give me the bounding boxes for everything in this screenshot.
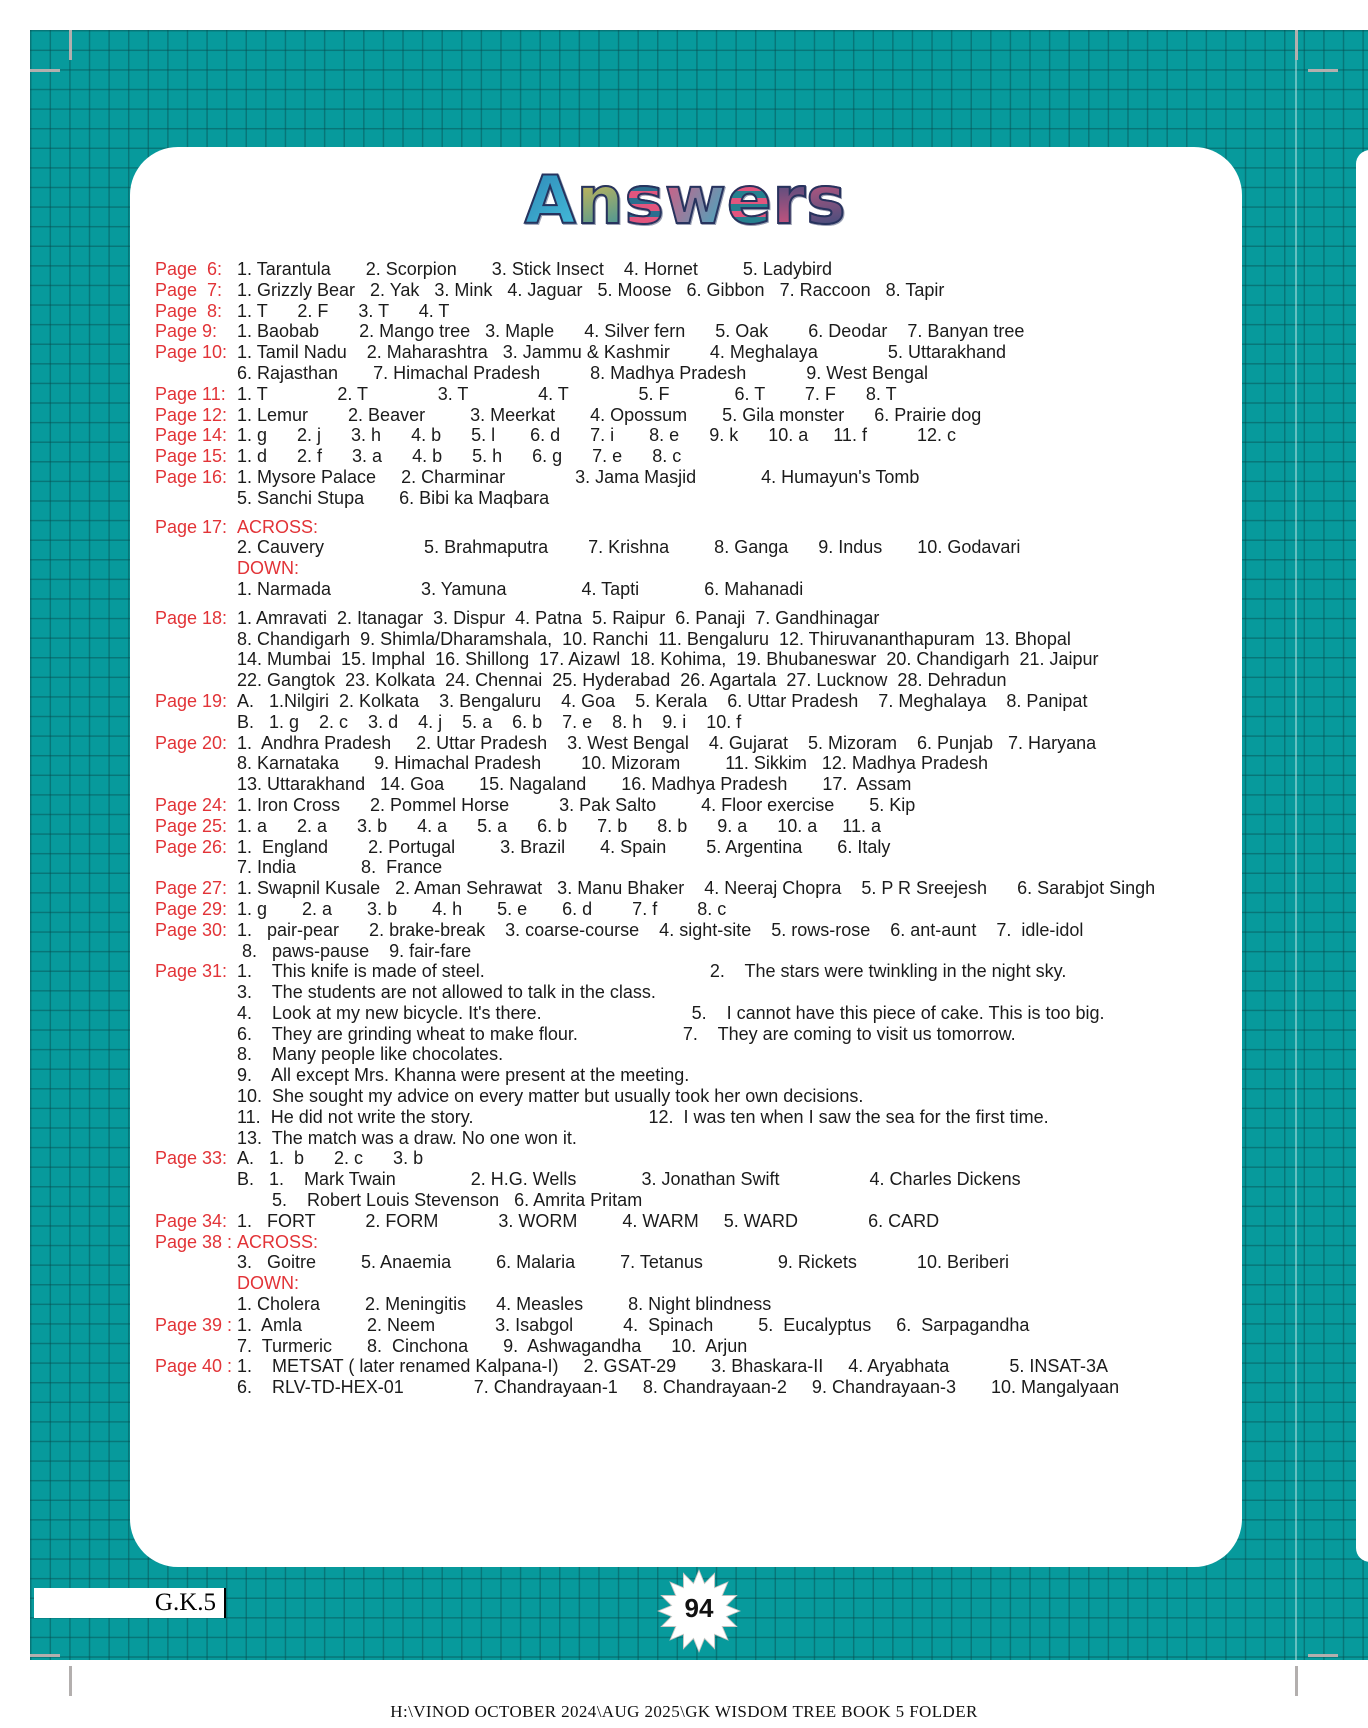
answer-line: 4. Look at my new bicycle. It's there. 5. I cannot have this piece of cake. This is too big. — [237, 1002, 1105, 1023]
page-label: Page 29: — [155, 898, 228, 919]
answer-line: 1. a 2. a 3. b 4. a 5. a 6. b 7. b 8. b 9. a 10. a 11. a — [237, 815, 882, 836]
page-number-burst — [656, 1568, 742, 1654]
answer-line: 2. Cauvery 5. Brahmaputra 7. Krishna 8. Ganga 9. Indus 10. Godavari — [237, 537, 1021, 558]
answer-row — [155, 425, 1216, 446]
answer-line: 8. Chandigarh 9. Shimla/Dharamshala, 10. Ranchi 11. Bengaluru 12. Thiruvananthapuram 13. Bhopal — [237, 628, 1071, 649]
answer-row — [155, 405, 1216, 426]
answer-row — [155, 795, 1216, 816]
answer-line: 14. Mumbai 15. Imphal 16. Shillong 17. Aizawl 18. Kohima, 19. Bhubaneswar 20. Chandigarh 21. Jaipur — [237, 649, 1099, 670]
crop-mark-bottom-left-h — [30, 1654, 60, 1657]
answer-line: 3. Goitre 5. Anaemia 6. Malaria 7. Tetanus 9. Rickets 10. Beriberi — [237, 1252, 1009, 1273]
answer-row — [155, 342, 1216, 384]
answer-line: 1. g 2. j 3. h 4. b 5. l 6. d 7. i 8. e 9. k 10. a 11. f 12. c — [237, 425, 956, 446]
answer-line: 1. d 2. f 3. a 4. b 5. h 6. g 7. e 8. c — [237, 446, 682, 467]
answer-row-content — [237, 733, 1216, 795]
answer-line: B. 1. Mark Twain 2. H.G. Wells 3. Jonathan Swift 4. Charles Dickens — [237, 1169, 1021, 1190]
answer-row-content — [237, 920, 1216, 962]
page-label: Page 16: — [155, 466, 228, 487]
section-heading: DOWN: — [237, 558, 299, 579]
page-fold-line — [1295, 30, 1297, 1660]
answer-row-content — [237, 517, 1216, 600]
page-label: Page 33: — [155, 1148, 228, 1169]
page-label: Page 12: — [155, 404, 228, 425]
answer-line: A. 1.Nilgiri 2. Kolkata 3. Bengaluru 4. Goa 5. Kerala 6. Uttar Pradesh 7. Meghalaya 8. Panipat — [237, 690, 1088, 711]
answer-line: A. 1. b 2. c 3. b — [237, 1148, 424, 1169]
title-letter: n — [576, 162, 625, 239]
answer-row — [155, 961, 1216, 1148]
page-label: Page 25: — [155, 815, 228, 836]
page-label: Page 20: — [155, 732, 228, 753]
answer-row — [155, 1232, 1216, 1315]
answer-row — [155, 608, 1216, 691]
answer-row — [155, 1211, 1216, 1232]
answer-row — [155, 1356, 1216, 1398]
answer-line: 1. Narmada 3. Yamuna 4. Tapti 6. Mahanadi — [237, 578, 804, 599]
answers-list — [155, 259, 1216, 1398]
answer-row — [155, 878, 1216, 899]
answer-row-content — [237, 878, 1216, 899]
page-label: Page 24: — [155, 794, 228, 815]
answer-line: 1. Grizzly Bear 2. Yak 3. Mink 4. Jaguar 5. Moose 6. Gibbon 7. Raccoon 8. Tapir — [237, 279, 945, 300]
answer-row — [155, 467, 1216, 509]
answer-row — [155, 837, 1216, 879]
answer-row — [155, 517, 1216, 600]
page-label: Page 14: — [155, 425, 228, 446]
page-label: Page 8: — [155, 300, 223, 321]
answer-row — [155, 446, 1216, 467]
answer-line: 5. Robert Louis Stevenson 6. Amrita Pritam — [237, 1190, 643, 1211]
title-letter: w — [664, 162, 727, 239]
answer-line: 1. Andhra Pradesh 2. Uttar Pradesh 3. West Bengal 4. Gujarat 5. Mizoram 6. Punjab 7. Haryana — [237, 732, 1097, 753]
answer-row-content — [237, 816, 1216, 837]
answer-line: 1. METSAT ( later renamed Kalpana-I) 2. GSAT-29 3. Bhaskara-II 4. Aryabhata 5. INSAT-3A — [237, 1356, 1109, 1377]
answer-row-content — [237, 259, 1216, 280]
answer-row-content — [237, 280, 1216, 301]
page-label: Page 31: — [155, 961, 228, 982]
section-heading: DOWN: — [237, 1273, 299, 1294]
page-title — [155, 162, 1216, 243]
answer-row-content — [237, 795, 1216, 816]
answer-row-content — [237, 837, 1216, 879]
answer-row — [155, 321, 1216, 342]
crop-mark-bottom-right-v — [1295, 1666, 1298, 1696]
answer-row-content — [237, 467, 1216, 509]
answer-line: 1. Iron Cross 2. Pommel Horse 3. Pak Salto 4. Floor exercise 5. Kip — [237, 794, 916, 815]
crop-mark-bottom-left-v — [69, 1666, 72, 1696]
answer-line: 1. T 2. T 3. T 4. T 5. F 6. T 7. F 8. T — [237, 383, 897, 404]
answer-line: B. 1. g 2. c 3. d 4. j 5. a 6. b 7. e 8. h 9. i 10. f — [237, 711, 742, 732]
answer-row — [155, 733, 1216, 795]
answer-line: 8. paws-pause 9. fair-fare — [237, 940, 472, 961]
answer-line: 8. Many people like chocolates. — [237, 1044, 504, 1065]
title-letter: r — [772, 162, 807, 239]
crop-mark-top-left-v — [69, 30, 72, 60]
page-label: Page 6: — [155, 259, 223, 279]
page-label: Page 15: — [155, 446, 228, 467]
page-label: Page 11: — [155, 383, 226, 404]
book-label-box — [34, 1588, 226, 1618]
answer-line: 1. FORT 2. FORM 3. WORM 4. WARM 5. WARD 6. CARD — [237, 1210, 940, 1231]
answer-line: 1. pair-pear 2. brake-break 3. coarse-course 4. sight-site 5. rows-rose 6. ant-aunt 7. idle-idol — [237, 919, 1084, 940]
answer-line: 6. RLV-TD-HEX-01 7. Chandrayaan-1 8. Chandrayaan-2 9. Chandrayaan-3 10. Mangalyaan — [237, 1377, 1120, 1398]
answer-row — [155, 920, 1216, 962]
title-letter: A — [524, 162, 577, 239]
answer-row-content — [237, 301, 1216, 322]
answer-line: 1. g 2. a 3. b 4. h 5. e 6. d 7. f 8. c — [237, 898, 727, 919]
page-label: Page 39 : — [155, 1314, 233, 1335]
footer-file-path: H:\VINOD OCTOBER 2024\AUG 2025\GK WISDOM TREE BOOK 5 FOLDER — [390, 1702, 978, 1721]
answer-row-content — [237, 446, 1216, 467]
answer-row-content — [237, 691, 1216, 733]
answer-line: 6. Rajasthan 7. Himachal Pradesh 8. Madhya Pradesh 9. West Bengal — [237, 362, 929, 383]
answer-row-content — [237, 1315, 1216, 1357]
answer-row — [155, 816, 1216, 837]
answer-row-content — [237, 1148, 1216, 1210]
answer-row — [155, 259, 1216, 280]
answer-row — [155, 301, 1216, 322]
crop-mark-bottom-right-h — [1308, 1654, 1338, 1657]
answer-line: 1. Amravati 2. Itanagar 3. Dispur 4. Patna 5. Raipur 6. Panaji 7. Gandhinagar — [237, 607, 880, 628]
answer-row-content — [237, 384, 1216, 405]
answer-row-content — [237, 899, 1216, 920]
answer-row-content — [237, 961, 1216, 1148]
answer-line: 1. Baobab 2. Mango tree 3. Maple 4. Silver fern 5. Oak 6. Deodar 7. Banyan tree — [237, 321, 1025, 342]
page-label: Page 38 : — [155, 1231, 233, 1252]
answer-row — [155, 1148, 1216, 1210]
answer-line: 5. Sanchi Stupa 6. Bibi ka Maqbara — [237, 487, 550, 508]
answer-line: 6. They are grinding wheat to make flour. 7. They are coming to visit us tomorrow. — [237, 1023, 1016, 1044]
answer-line: 13. The match was a draw. No one won it. — [237, 1127, 577, 1148]
answer-line: 9. All except Mrs. Khanna were present at the meeting. — [237, 1065, 690, 1086]
answer-line: 22. Gangtok 23. Kolkata 24. Chennai 25. Hyderabad 26. Agartala 27. Lucknow 28. Dehradun — [237, 670, 1007, 691]
page-label: Page 9: — [155, 321, 218, 342]
answer-line: 1. Mysore Palace 2. Charminar 3. Jama Masjid 4. Humayun's Tomb — [237, 466, 920, 487]
page-label: Page 17: — [155, 516, 228, 537]
answer-row-content — [237, 342, 1216, 384]
page-label: Page 18: — [155, 607, 228, 628]
answer-line: 1. Tamil Nadu 2. Maharashtra 3. Jammu & Kashmir 4. Meghalaya 5. Uttarakhand — [237, 342, 1006, 363]
answer-line: 3. The students are not allowed to talk in the class. — [237, 982, 656, 1003]
answer-row — [155, 280, 1216, 301]
page-label: Page 30: — [155, 919, 228, 940]
answer-row-content — [237, 608, 1216, 691]
answer-line: 1. This knife is made of steel. 2. The stars were twinkling in the night sky. — [237, 961, 1067, 982]
answer-line: 1. Tarantula 2. Scorpion 3. Stick Insect 4. Hornet 5. Ladybird — [237, 259, 832, 279]
answers-card — [130, 147, 1242, 1567]
answer-line: 1. T 2. F 3. T 4. T — [237, 300, 450, 321]
answer-row — [155, 899, 1216, 920]
answer-line: 1. Swapnil Kusale 2. Aman Sehrawat 3. Manu Bhaker 4. Neeraj Chopra 5. P R Sreejesh 6. Sarabjot Singh — [237, 878, 1156, 899]
answer-row-content — [237, 425, 1216, 446]
answer-line: 7. India 8. France — [237, 857, 443, 878]
answer-row — [155, 691, 1216, 733]
answer-line: 1. Lemur 2. Beaver 3. Meerkat 4. Opossum 5. Gila monster 6. Prairie dog — [237, 404, 982, 425]
page-label: Page 34: — [155, 1210, 228, 1231]
answer-line: 1. Cholera 2. Meningitis 4. Measles 8. Night blindness — [237, 1294, 772, 1315]
answer-line: 1. England 2. Portugal 3. Brazil 4. Spain 5. Argentina 6. Italy — [237, 836, 891, 857]
answer-row-content — [237, 1211, 1216, 1232]
answer-row-content — [237, 1356, 1216, 1398]
page-number: 94 — [684, 1592, 714, 1623]
answer-line: 7. Turmeric 8. Cinchona 9. Ashwagandha 10. Arjun — [237, 1335, 748, 1356]
answer-line: 1. Amla 2. Neem 3. Isabgol 4. Spinach 5. Eucalyptus 6. Sarpagandha — [237, 1314, 1030, 1335]
title-letter: s — [806, 162, 847, 239]
answer-row — [155, 384, 1216, 405]
answer-row-content — [237, 321, 1216, 342]
answer-line: 11. He did not write the story. 12. I was ten when I saw the sea for the first time. — [237, 1106, 1049, 1127]
adjacent-page-edge — [1356, 150, 1368, 1562]
section-heading: ACROSS: — [237, 1231, 319, 1252]
title-letter: s — [624, 162, 665, 239]
answer-row-content — [237, 1232, 1216, 1315]
answer-line: 10. She sought my advice on every matter but usually took her own decisions. — [237, 1086, 864, 1107]
answer-row-content — [237, 405, 1216, 426]
page-label: Page 7: — [155, 279, 223, 300]
crop-mark-top-left-h — [30, 69, 60, 72]
answer-row — [155, 1315, 1216, 1357]
page-label: Page 40 : — [155, 1356, 233, 1377]
page-label: Page 26: — [155, 836, 228, 857]
crop-mark-top-right-v — [1295, 30, 1298, 60]
page-label: Page 19: — [155, 690, 228, 711]
crop-mark-top-right-h — [1308, 69, 1338, 72]
title-letter: e — [726, 162, 773, 239]
page-label: Page 27: — [155, 878, 228, 899]
page-label: Page 10: — [155, 342, 228, 363]
answer-line: 8. Karnataka 9. Himachal Pradesh 10. Mizoram 11. Sikkim 12. Madhya Pradesh — [237, 753, 988, 774]
book-label: G.K.5 — [154, 1589, 216, 1616]
section-heading: ACROSS: — [237, 516, 319, 537]
answer-line: 13. Uttarakhand 14. Goa 15. Nagaland 16. Madhya Pradesh 17. Assam — [237, 774, 912, 795]
